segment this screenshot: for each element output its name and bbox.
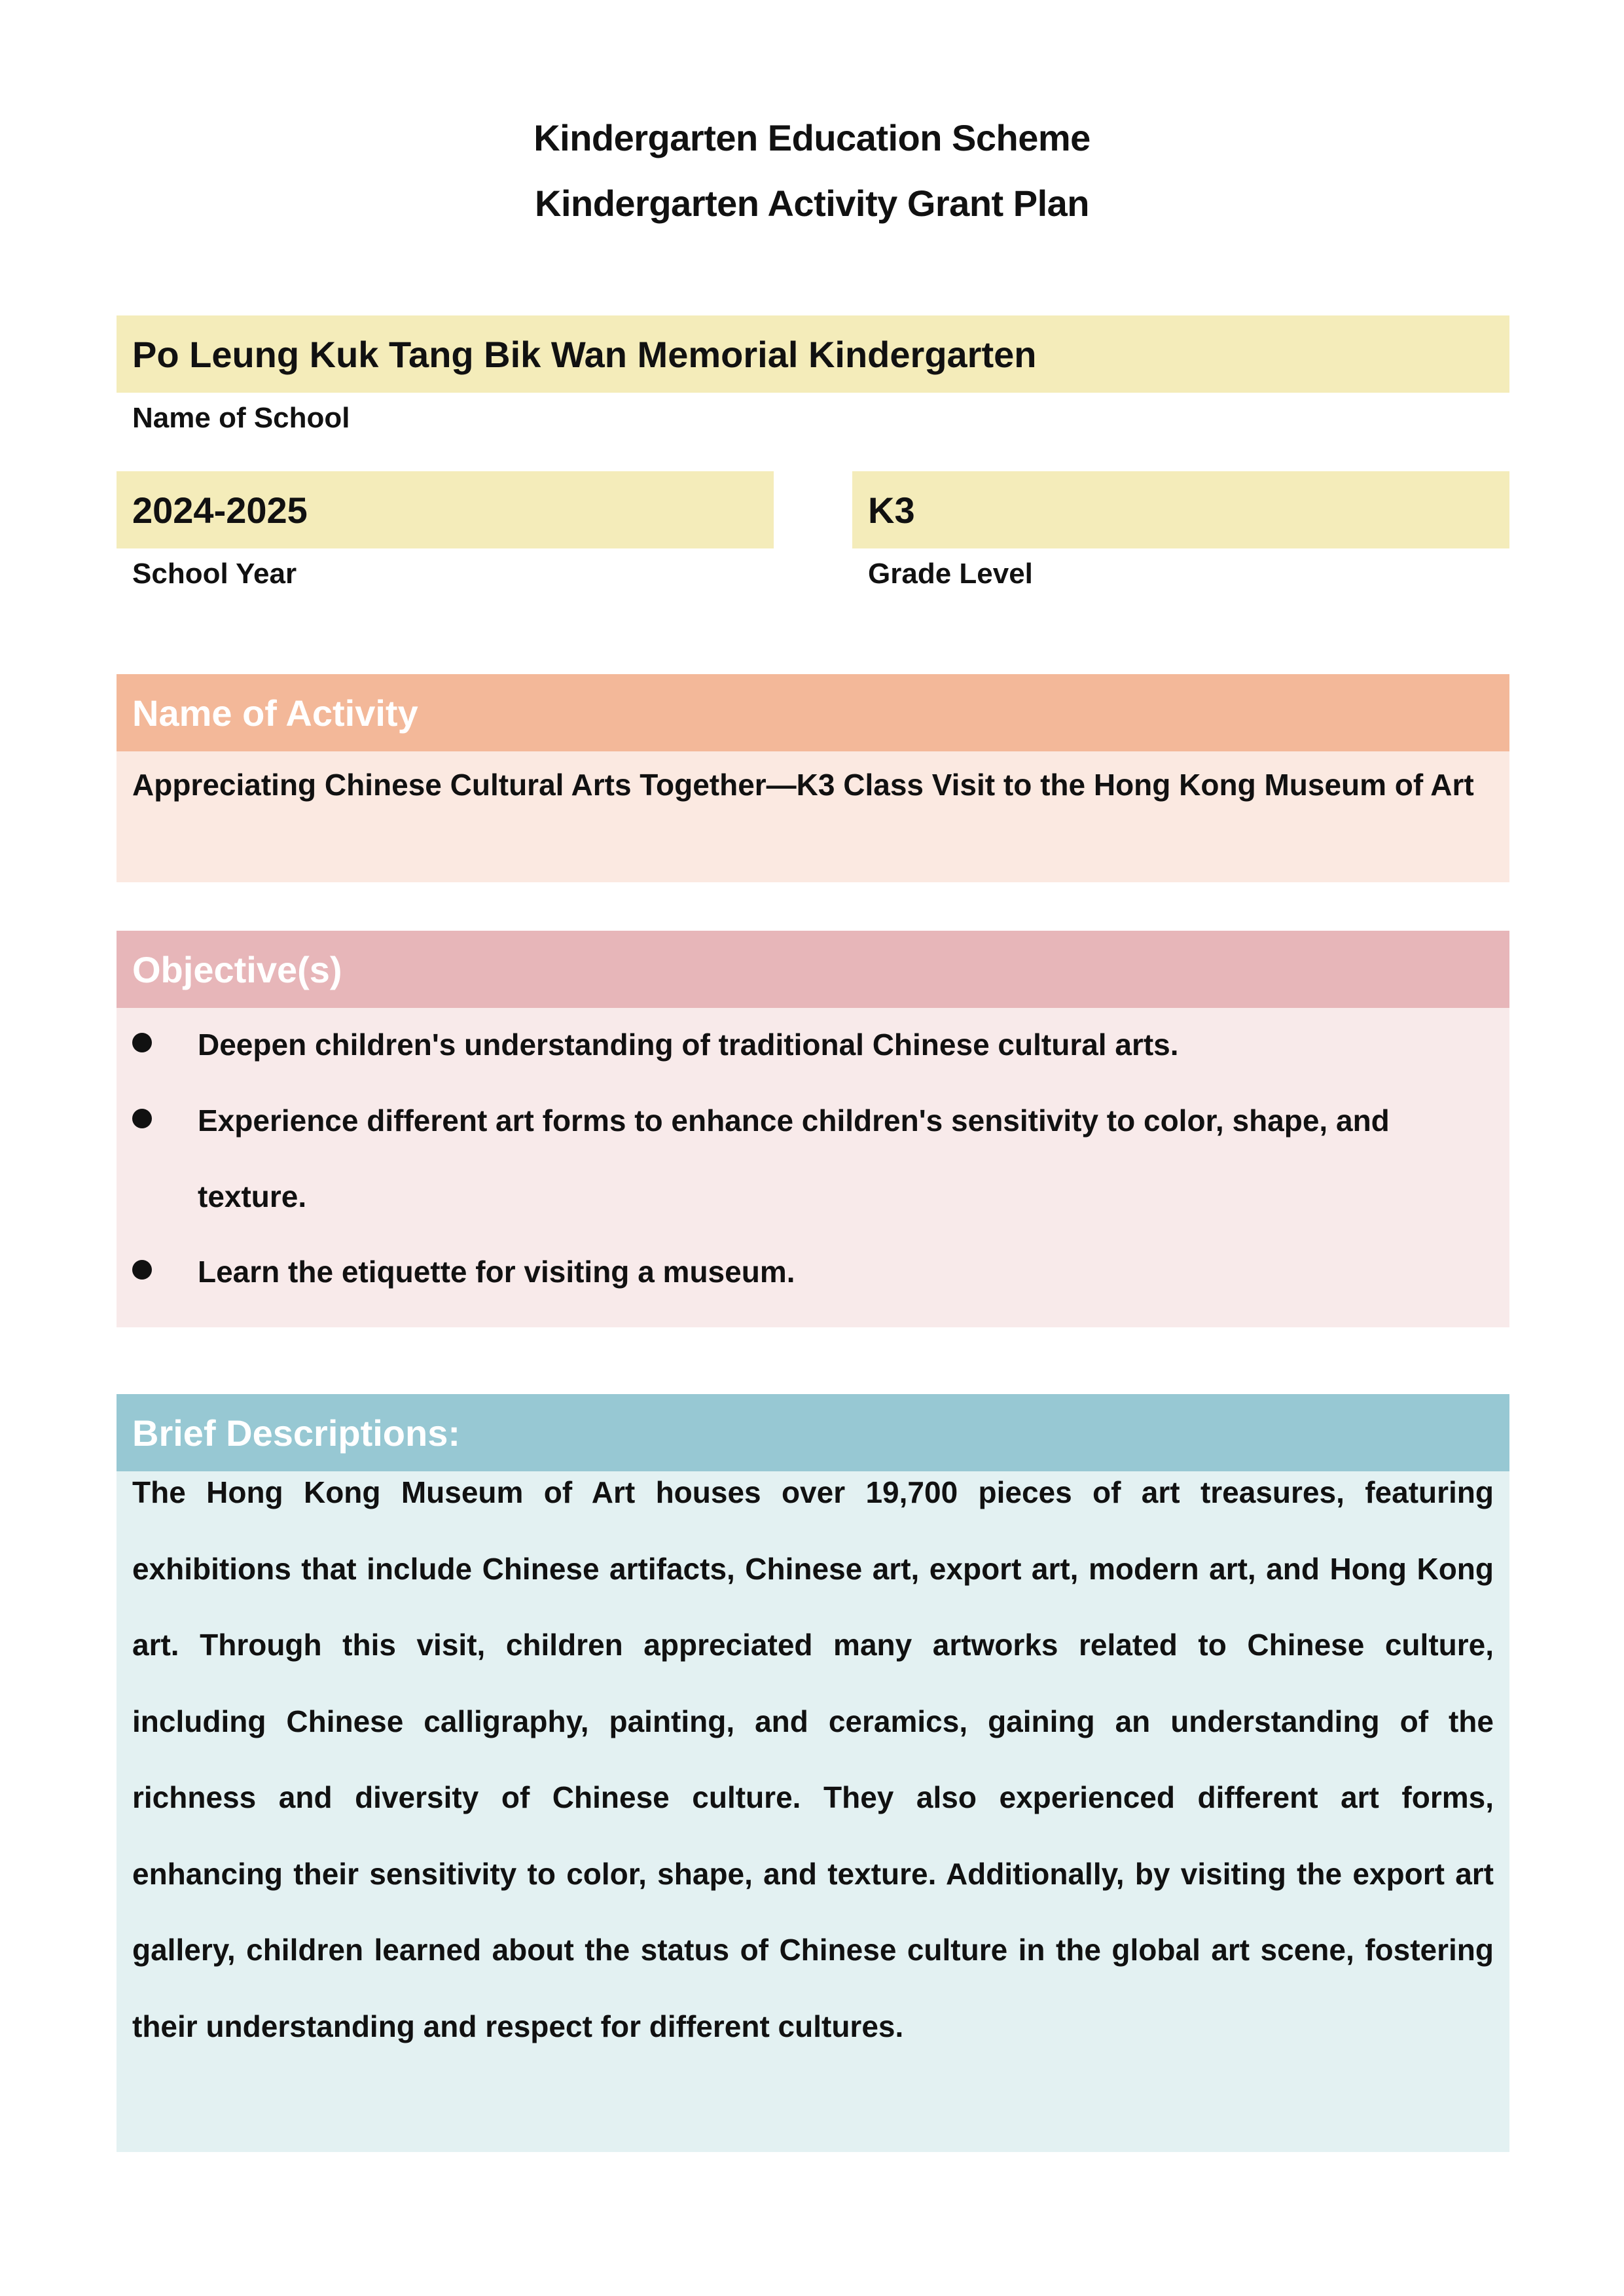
- activity-section-header: [117, 674, 1509, 751]
- objectives-heading: Objective(s): [132, 948, 342, 990]
- school-year-value: 2024-2025: [132, 489, 308, 531]
- document-title-line-1: Kindergarten Education Scheme: [533, 117, 1091, 158]
- school-year-label: School Year: [132, 558, 297, 590]
- activity-heading: Name of Activity: [132, 692, 418, 734]
- objective-text: Experience different art forms to enhance children's sensitivity to color, shape, and texture.: [198, 1103, 1390, 1213]
- grade-level-field: [852, 471, 1509, 548]
- objectives-section-header: [117, 931, 1509, 1008]
- description-heading: Brief Descriptions:: [132, 1412, 460, 1454]
- grade-level-value: K3: [868, 489, 915, 531]
- description-text: The Hong Kong Museum of Art houses over 19,700 pieces of art treasures, featuring exhibitions that include Chinese artifacts, Chinese art, export art, modern art, and Hong Kong art. Through this visit, children appreciated many artworks related to Chinese culture, including Chinese calligraphy, painting, and ceramics, gaining an understanding of the richness and diversity of Chinese culture. They also experienced different art forms, enhancing their sensitivity to color, shape, and texture. Additionally, by visiting the export art gallery, children learned about the status of Chinese culture in the global art scene, fostering their understanding and respect for different cultures.: [132, 1475, 1494, 2043]
- activity-name-text: Appreciating Chinese Cultural Arts Together—K3 Class Visit to the Hong Kong Museum of Art: [132, 768, 1474, 802]
- bullet-icon: [132, 1033, 152, 1052]
- bullet-icon: [132, 1260, 152, 1280]
- school-name-label: Name of School: [132, 402, 350, 434]
- bullet-icon: [132, 1109, 152, 1128]
- school-name-value: Po Leung Kuk Tang Bik Wan Memorial Kindergarten: [132, 333, 1037, 375]
- objective-text: Learn the etiquette for visiting a museum.: [198, 1255, 795, 1289]
- grade-level-label: Grade Level: [868, 558, 1033, 590]
- school-name-field: [117, 315, 1509, 393]
- school-year-field: [117, 471, 774, 548]
- document-title-line-2: Kindergarten Activity Grant Plan: [535, 183, 1089, 224]
- objective-text: Deepen children's understanding of traditional Chinese cultural arts.: [198, 1028, 1179, 1062]
